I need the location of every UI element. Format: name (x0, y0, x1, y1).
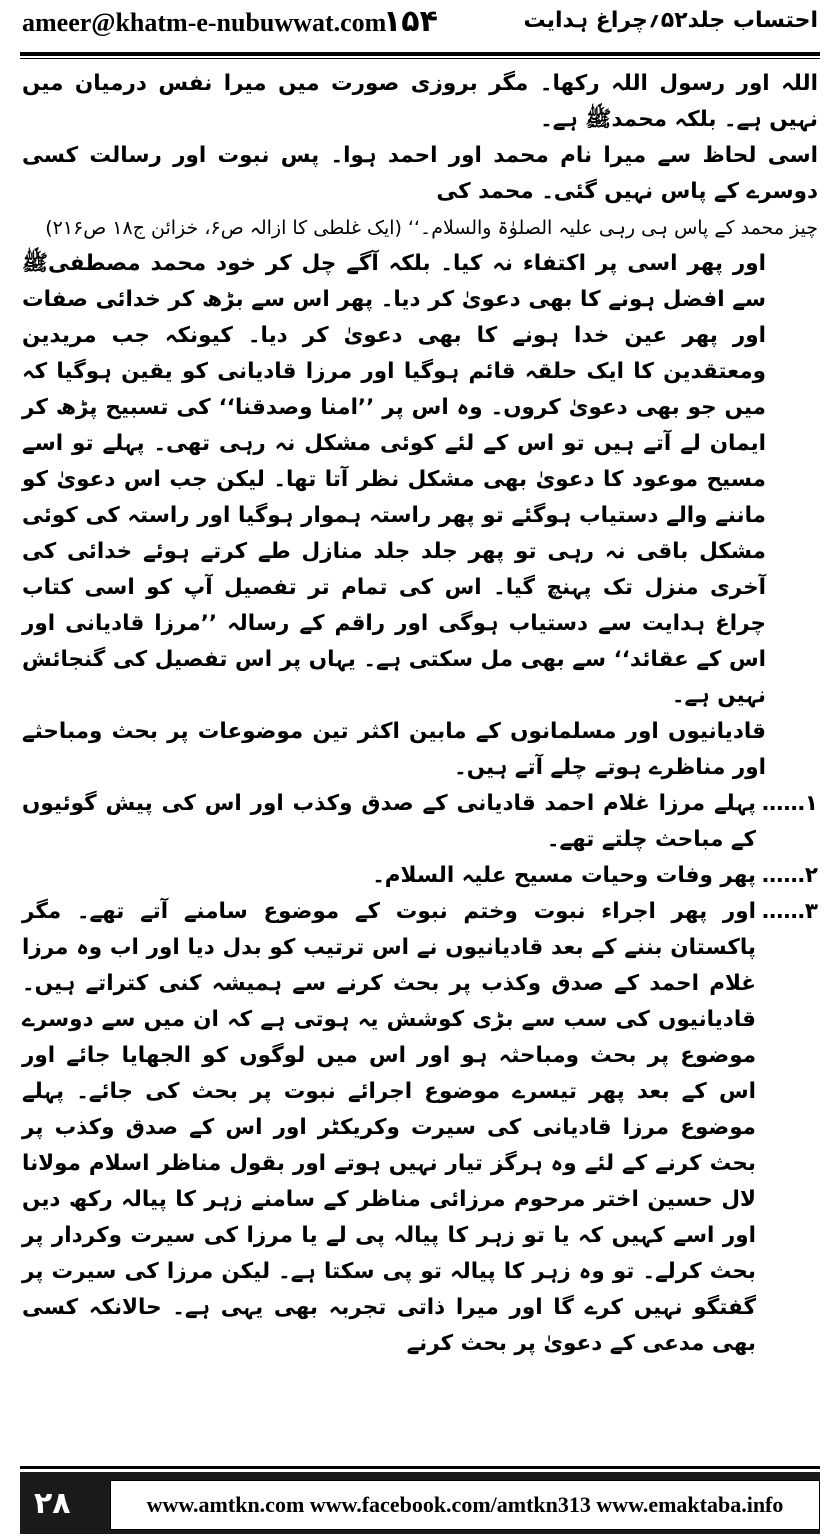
header-divider-thin (20, 58, 820, 59)
footer-divider (20, 1466, 820, 1469)
header-email: ameer@khatm-e-nubuwwat.com (22, 8, 387, 37)
list-item-text: اور پھر اجراء نبوت وختم نبوت کے موضوع سامنے آتے تھے۔ مگر پاکستان بننے کے بعد قادیانیوں نے اس ترتیب کو بدل دیا اور اب وہ مرزا غلام احمد کے صدق وکذب پر بحث کرنے سے ہمیشہ کنی کتراتے ہیں۔ قادیانیوں کی سب سے بڑی کوشش یہ ہوتی ہے کہ ان میں سے دوسرے موضوع پر بحث ومباحثہ ہو اور اس میں لوگوں کو الجھایا جائے اور اس کے بعد پھر تیسرے موضوع اجرائے نبوت پر بحث کی جائے۔ پہلے موضوع مرزا قادیانی کی سیرت وکریکٹر اور اس کے صدق وکذب پر بحث کرنے کے لئے وہ ہرگز تیار نہیں ہوتے اور بقول مناظر اسلام مولانا لال حسین اختر مرحوم مرزائی مناظر کے سامنے زہر کا پیالہ رکھ دیں اور اسے کہیں کہ یا تو زہر کا پیالہ پی لے یا مرزا کی سیرت وکردار پر بحث کرلے۔ تو وہ زہر کا پیالہ تو پی سکتا ہے۔ لیکن مرزا کی سیرت پر گفتگو نہیں کرے گا اور میرا ذاتی تجربہ بھی یہی ہے۔ حالانکہ کسی بھی مدعی کے دعویٰ پر بحث کرنے (22, 899, 756, 1356)
list-item-number: ۳…… (761, 899, 818, 924)
footer-website-links[interactable]: www.amtkn.com www.facebook.com/amtkn313 www.emaktaba.info (110, 1480, 820, 1530)
paragraph-3: قادیانیوں اور مسلمانوں کے مابین اکثر تین موضوعات پر بحث ومباحثے اور مناظرے ہوتے چلے آتے ہیں۔ (22, 719, 766, 780)
list-item-1 (22, 786, 818, 858)
header-title: احتساب جلد۵۲؍چراغ ہدایت (523, 8, 818, 33)
paragraph-2: اور پھر اسی پر اکتفاء نہ کیا۔ بلکہ آگے چل کر خود محمد مصطفیﷺ سے افضل ہونے کا بھی دعویٰ کر دیا۔ پھر اس سے بڑھ کر خدائی صفات اور پھر عین خدا ہونے کا بھی دعویٰ کر دیا۔ کیونکہ جب مریدین ومعتقدین کا ایک حلقہ قائم ہوگیا اور مرزا قادیانی کو یقین ہوگیا کہ میں جو بھی دعویٰ کروں۔ وہ اس پر ’’امنا وصدقنا‘‘ کی تسبیح پڑھ کر ایمان لے آتے ہیں تو اس کے لئے کوئی مشکل نہ رہی تھی۔ پہلے تو اسے مسیح موعود کا دعویٰ بھی مشکل نظر آتا تھا۔ لیکن جب اس دعویٰ کو ماننے والے دستیاب ہوگئے تو پھر راستہ ہموار ہوگیا اور راستہ کی کوئی مشکل باقی نہ رہی تو پھر جلد جلد منازل طے کرتے ہوئے خدائی کی آخری منزل تک پہنچ گیا۔ اس کی تمام تر تفصیل آپ کو اسی کتاب چراغ ہدایت سے دستیاب ہوگی اور راقم کے رسالہ ’’مرزا قادیانی اور اس کے عقائد‘‘ سے بھی مل سکتی ہے۔ یہاں پر اس تفصیل کی گنجائش نہیں ہے۔ (22, 251, 766, 708)
page-footer (20, 1460, 820, 1540)
list-item-number: ۱…… (761, 791, 818, 816)
list-item-2 (22, 858, 818, 894)
header-divider (20, 52, 820, 56)
paragraph-1-quote: چیز محمد کے پاس ہی رہی علیہ الصلوٰۃ والسلام۔‘‘ (ایک غلطی کا ازالہ ص۶، خزائن ج۱۸ ص۲۱۶) (45, 217, 818, 239)
list-item-text: پہلے مرزا غلام احمد قادیانی کے صدق وکذب اور اس کی پیش گوئیوں کے مباحث چلتے تھے۔ (22, 791, 756, 852)
list-item-3 (22, 894, 818, 1362)
list-item-number: ۲…… (761, 863, 818, 888)
page-body (22, 66, 818, 1454)
page-header (0, 0, 840, 50)
paragraph-1-line-2: اسی لحاظ سے میرا نام محمد اور احمد ہوا۔ پس نبوت اور رسالت کسی دوسرے کے پاس نہیں گئی۔ محمد کی (22, 143, 818, 204)
header-page-number: ۱۵۴ (383, 4, 438, 39)
footer-page-number: ۲۸ (34, 1486, 71, 1521)
paragraph-1-line-1: اللہ اور رسول اللہ رکھا۔ مگر بروزی صورت میں میرا نفس درمیان میں نہیں ہے۔ بلکہ محمدﷺ ہے۔ (22, 71, 818, 132)
list-item-text: پھر وفات وحیات مسیح علیہ السلام۔ (372, 863, 756, 888)
